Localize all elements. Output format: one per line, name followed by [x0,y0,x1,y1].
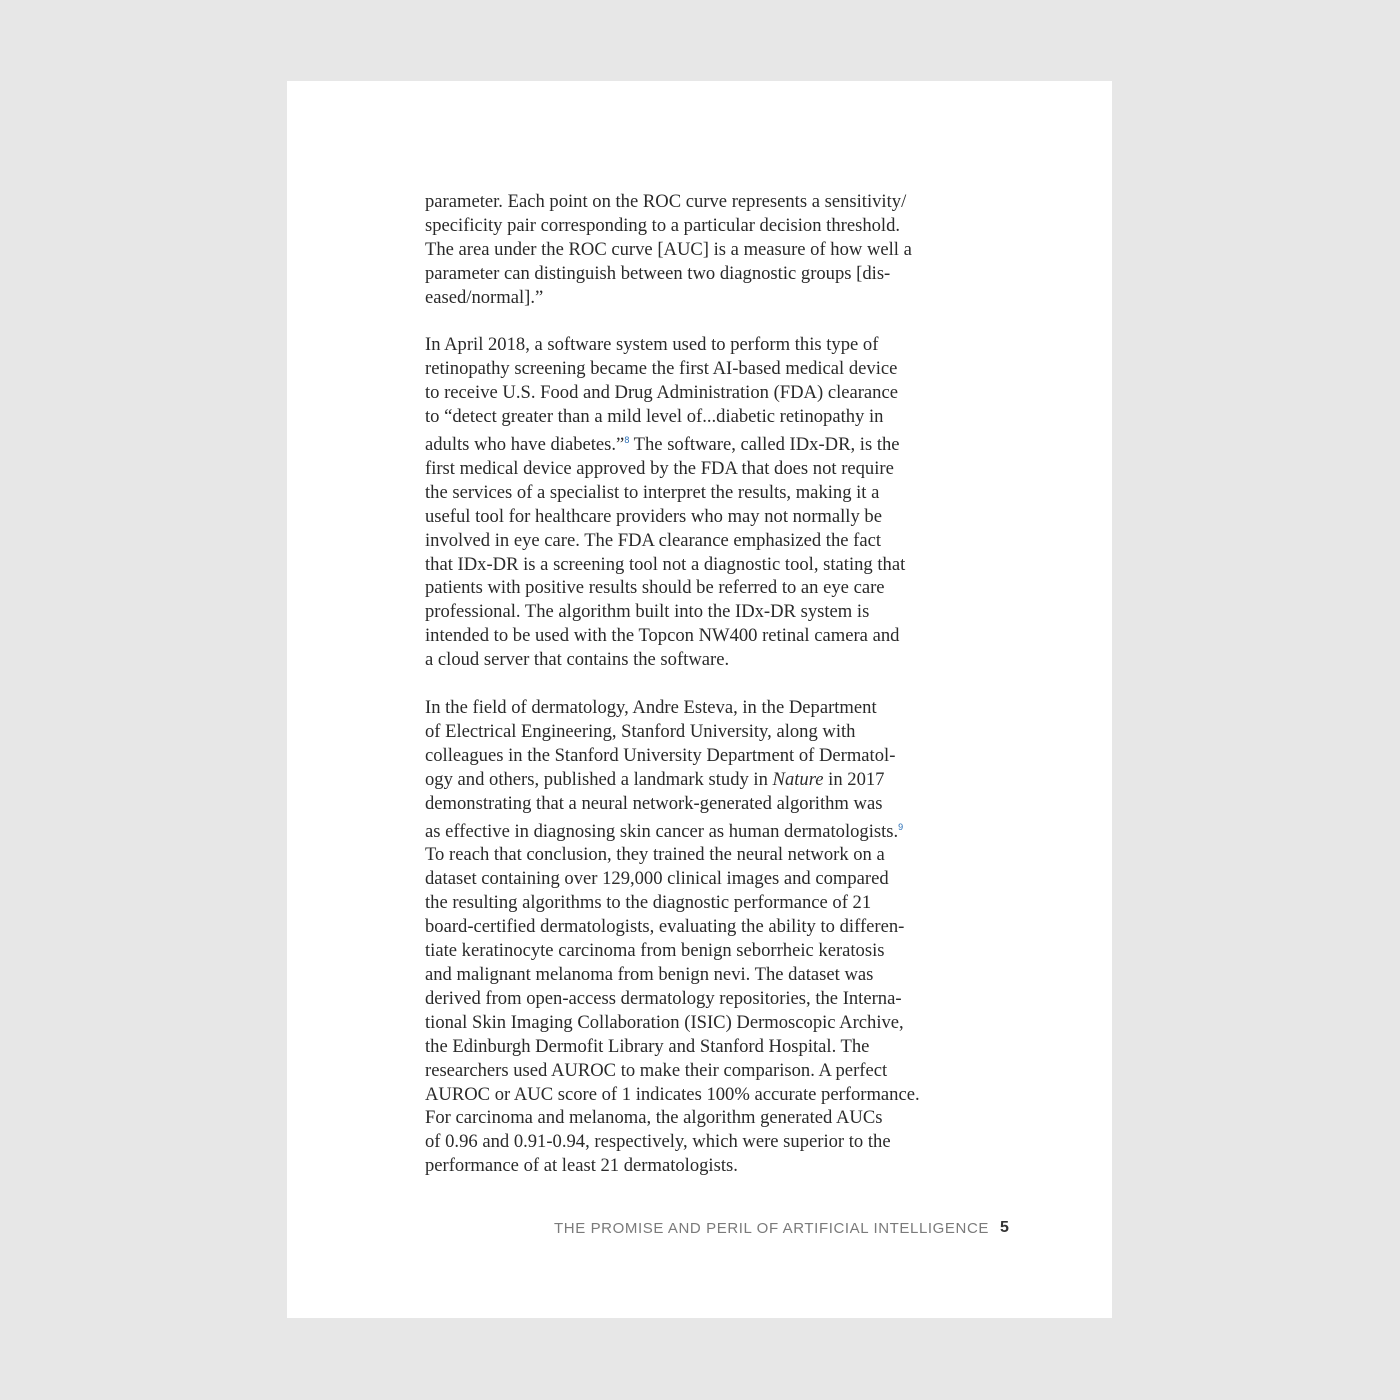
footnote-reference[interactable]: 9 [898,821,904,832]
text-line: retinopathy screening became the first AI-based medical device [425,358,898,380]
text-line: colleagues in the Stanford University Department of Dermatol- [425,744,896,766]
text-line: of 0.96 and 0.91-0.94, respectively, which were superior to the [425,1131,891,1153]
text-line: parameter can distinguish between two diagnostic groups [dis- [425,262,891,284]
text-line: AUROC or AUC score of 1 indicates 100% accurate performance. [425,1083,920,1105]
text-line: to “detect greater than a mild level of...diabetic retinopathy in [425,406,884,428]
text-line: and malignant melanoma from benign nevi. The dataset was [425,963,874,985]
text-line: intended to be used with the Topcon NW400 retinal camera and [425,625,900,647]
text-line: the resulting algorithms to the diagnostic performance of 21 [425,892,872,914]
text-line: the services of a specialist to interpret the results, making it a [425,481,880,503]
text-line: To reach that conclusion, they trained the neural network on a [425,844,885,866]
text-line: to receive U.S. Food and Drug Administration (FDA) clearance [425,382,898,404]
text-line: researchers used AUROC to make their comparison. A perfect [425,1059,888,1081]
text-line: involved in eye care. The FDA clearance emphasized the fact [425,529,882,551]
paragraph [425,696,920,1178]
text-line: demonstrating that a neural network-generated algorithm was [425,792,883,814]
text-line: that IDx-DR is a screening tool not a diagnostic tool, stating that [425,553,906,575]
text-line [425,429,920,457]
body-text [425,190,920,1202]
footnote-reference[interactable]: 8 [624,435,630,446]
text-line: first medical device approved by the FDA that does not require [425,457,894,479]
text-segment: as effective in diagnosing skin cancer as human dermatologists. [425,820,899,842]
text-line: patients with positive results should be referred to an eye care [425,577,885,599]
text-line: For carcinoma and melanoma, the algorithm generated AUCs [425,1107,883,1129]
text-line: performance of at least 21 dermatologists. [425,1155,738,1177]
text-line: dataset containing over 129,000 clinical images and compared [425,868,889,890]
running-footer-title: THE PROMISE AND PERIL OF ARTIFICIAL INTELLIGENCE [554,1220,990,1237]
text-line: parameter. Each point on the ROC curve represents a sensitivity/ [425,191,907,212]
text-line: the Edinburgh Dermofit Library and Stanford Hospital. The [425,1035,870,1057]
text-line: tiate keratinocyte carcinoma from benign seborrheic keratosis [425,940,885,962]
text-line: derived from open-access dermatology repositories, the Interna- [425,987,902,1009]
text-line: tional Skin Imaging Collaboration (ISIC) Dermoscopic Archive, [425,1011,904,1033]
text-line: useful tool for healthcare providers who may not normally be [425,505,882,527]
text-segment: in 2017 [823,768,885,790]
paragraph [425,333,920,672]
text-line: of Electrical Engineering, Stanford University, along with [425,720,856,742]
text-segment: The software, called IDx-DR, is the [629,434,900,456]
text-line: eased/normal].” [425,286,544,308]
text-line: In April 2018, a software system used to perform this type of [425,334,879,356]
text-line [425,768,920,792]
text-line: board-certified dermatologists, evaluating the ability to differen- [425,916,905,938]
text-segment: adults who have diabetes.” [425,434,625,456]
text-line [425,816,920,844]
text-line: In the field of dermatology, Andre Esteva, in the Department [425,697,877,718]
text-line: a cloud server that contains the software. [425,649,730,671]
text-segment: ogy and others, published a landmark study in [425,768,773,790]
text-line: specificity pair corresponding to a particular decision threshold. [425,214,901,236]
document-page [287,81,1112,1318]
text-line: The area under the ROC curve [AUC] is a measure of how well a [425,238,912,260]
italic-text: Nature [772,768,824,790]
text-line: professional. The algorithm built into the IDx-DR system is [425,601,870,623]
paragraph [425,190,920,310]
page-number: 5 [1000,1219,1009,1236]
